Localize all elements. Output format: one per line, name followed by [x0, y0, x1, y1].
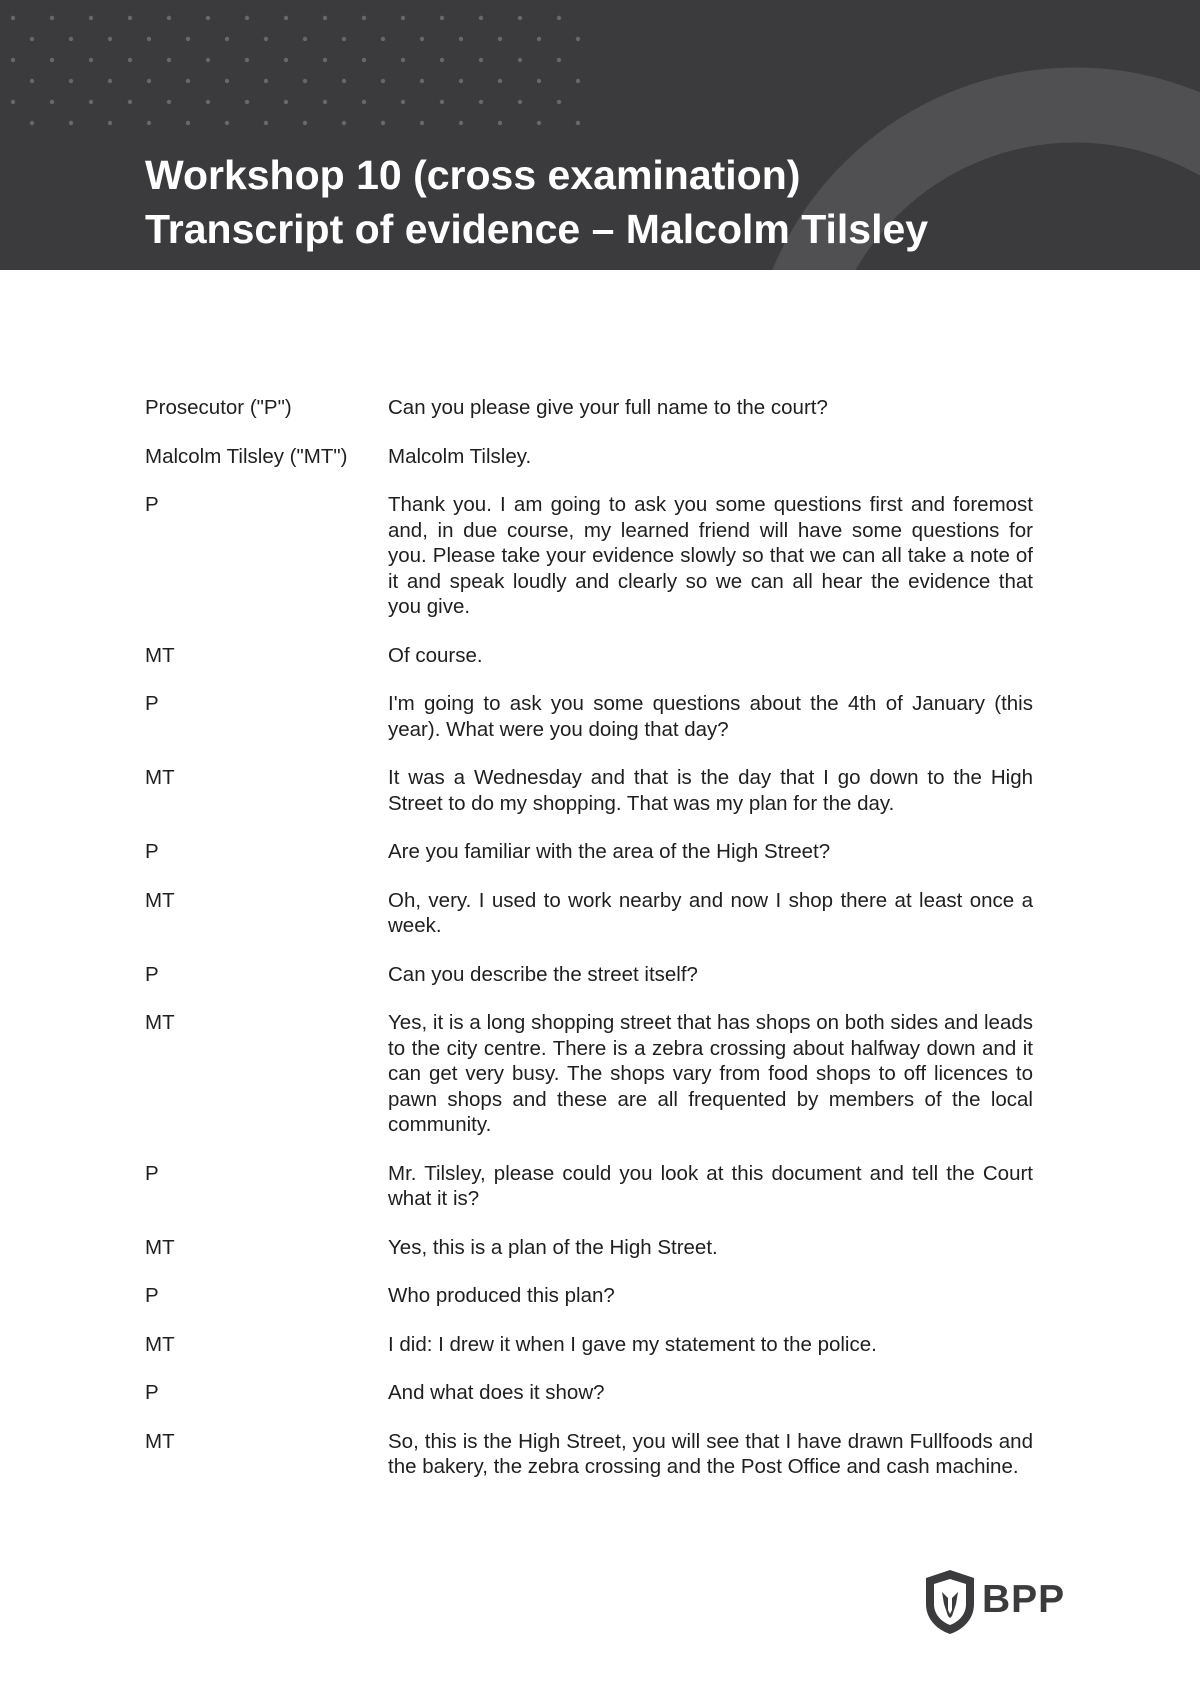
decorative-dot [323, 16, 327, 20]
transcript-row [145, 1429, 1033, 1480]
transcript-row [145, 395, 1033, 421]
decorative-dot [128, 16, 132, 20]
utterance-text: Can you describe the street itself? [388, 962, 698, 986]
decorative-dot [186, 37, 190, 41]
bpp-logo [922, 1568, 1066, 1638]
decorative-dot [362, 16, 366, 20]
decorative-dot [537, 79, 541, 83]
decorative-dot [342, 37, 346, 41]
transcript-row [145, 1161, 1033, 1212]
decorative-dot [108, 79, 112, 83]
decorative-dot [284, 16, 288, 20]
decorative-dot [11, 16, 15, 20]
decorative-dot [303, 121, 307, 125]
decorative-dot [50, 100, 54, 104]
decorative-dot [440, 58, 444, 62]
utterance-text: It was a Wednesday and that is the day that I go down to the High Street to do my shopping. That was my plan for the day. [388, 766, 1033, 815]
decorative-dot [245, 100, 249, 104]
decorative-dot [401, 100, 405, 104]
decorative-dot [576, 79, 580, 83]
decorative-dot [479, 16, 483, 20]
decorative-dot [420, 37, 424, 41]
decorative-dot [89, 100, 93, 104]
utterance-text: Mr. Tilsley, please could you look at this document and tell the Court what it is? [388, 1161, 1033, 1210]
decorative-dot [459, 121, 463, 125]
decorative-dot [518, 16, 522, 20]
decorative-dot [206, 100, 210, 104]
transcript-row [145, 888, 1033, 939]
utterance-text: Malcolm Tilsley. [388, 444, 532, 468]
speaker-label: MT [145, 888, 175, 912]
speaker-label: MT [145, 1011, 175, 1034]
speaker-label: MT [145, 766, 175, 789]
decorative-dot [440, 100, 444, 104]
decorative-dot [479, 58, 483, 62]
decorative-dot [381, 37, 385, 41]
decorative-dot [167, 58, 171, 62]
transcript-row [145, 643, 1033, 669]
decorative-dot [362, 100, 366, 104]
speaker-label: Malcolm Tilsley ("MT") [145, 444, 348, 468]
transcript-row [145, 691, 1033, 742]
decorative-dot [264, 121, 268, 125]
decorative-dot [128, 58, 132, 62]
speaker-label: P [145, 1381, 159, 1404]
decorative-dot [284, 58, 288, 62]
speaker-label: P [145, 692, 159, 715]
decorative-dot [557, 58, 561, 62]
decorative-dot [440, 16, 444, 20]
decorative-dot [147, 79, 151, 83]
decorative-dot [30, 37, 34, 41]
decorative-dot [342, 121, 346, 125]
speaker-label: P [145, 840, 159, 863]
utterance-text: Of course. [388, 643, 483, 667]
decorative-dot [89, 16, 93, 20]
decorative-dot [479, 100, 483, 104]
transcript-row [145, 1380, 1033, 1406]
transcript-row [145, 492, 1033, 620]
decorative-dot [69, 121, 73, 125]
decorative-dot [576, 37, 580, 41]
decorative-dot [89, 58, 93, 62]
decorative-dot [381, 121, 385, 125]
utterance-text: Thank you. I am going to ask you some questions first and foremost and, in due course, my learned friend will have some questions for you. Please take your evidence slowly so that we can all take a note of it and speak loudly and clearly so we can all hear the evidence that you give. [388, 493, 1033, 618]
speaker-label: P [145, 1284, 159, 1307]
utterance-text: Yes, this is a plan of the High Street. [388, 1235, 718, 1259]
decorative-dot [206, 16, 210, 20]
decorative-dot [11, 100, 15, 104]
decorative-dot [108, 121, 112, 125]
decorative-dot [50, 16, 54, 20]
speaker-label: P [145, 962, 159, 986]
decorative-dot [284, 100, 288, 104]
decorative-dot [401, 16, 405, 20]
transcript-row [145, 1332, 1033, 1358]
decorative-dot [401, 58, 405, 62]
decorative-dot [518, 58, 522, 62]
decorative-dot [381, 79, 385, 83]
utterance-text: I'm going to ask you some questions about the 4th of January (this year). What were you doing that day? [388, 692, 1033, 741]
decorative-dot [323, 100, 327, 104]
decorative-dot [167, 16, 171, 20]
transcript-table [145, 395, 1033, 1503]
decorative-dot [264, 79, 268, 83]
utterance-text: I did: I drew it when I gave my statement to the police. [388, 1332, 877, 1356]
speaker-label: P [145, 1161, 159, 1185]
decorative-dot [264, 37, 268, 41]
utterance-text: And what does it show? [388, 1381, 605, 1404]
transcript-row [145, 1283, 1033, 1309]
decorative-dot [245, 58, 249, 62]
decorative-dot [303, 37, 307, 41]
speaker-label: Prosecutor ("P") [145, 396, 292, 419]
utterance-text: Who produced this plan? [388, 1284, 615, 1307]
decorative-dot [69, 79, 73, 83]
decorative-dot [11, 58, 15, 62]
decorative-dot [128, 100, 132, 104]
decorative-dot [225, 79, 229, 83]
title-line-1: Workshop 10 (cross examination) [145, 152, 801, 198]
decorative-dot [557, 16, 561, 20]
utterance-text: Yes, it is a long shopping street that has shops on both sides and leads to the city centre. There is a zebra crossing about halfway down and it can get very busy. The shops vary from food shops to off licences to pawn shops and these are all frequented by members of the local community. [388, 1011, 1033, 1136]
decorative-dot [576, 121, 580, 125]
transcript-row [145, 839, 1033, 865]
speaker-label: MT [145, 643, 175, 667]
lion-shield-icon [922, 1568, 978, 1636]
transcript-row [145, 1235, 1033, 1261]
utterance-text: Oh, very. I used to work nearby and now I shop there at least once a week. [388, 888, 1033, 937]
decorative-dot [362, 58, 366, 62]
decorative-dot [147, 37, 151, 41]
decorative-dot [557, 100, 561, 104]
decorative-dot [303, 79, 307, 83]
decorative-dot [186, 121, 190, 125]
decorative-dot [225, 37, 229, 41]
decorative-dot [420, 121, 424, 125]
decorative-dot [167, 100, 171, 104]
speaker-label: MT [145, 1332, 175, 1356]
decorative-dot [30, 79, 34, 83]
decorative-dot [342, 79, 346, 83]
decorative-dot [108, 37, 112, 41]
page-header [0, 0, 1200, 270]
speaker-label: MT [145, 1429, 175, 1453]
speaker-label: P [145, 493, 159, 516]
decorative-dot [50, 58, 54, 62]
transcript-row [145, 1010, 1033, 1138]
decorative-dot [498, 37, 502, 41]
utterance-text: So, this is the High Street, you will see that I have drawn Fullfoods and the bakery, the zebra crossing and the Post Office and cash machine. [388, 1429, 1033, 1478]
decorative-dot [206, 58, 210, 62]
decorative-dot [420, 79, 424, 83]
utterance-text: Can you please give your full name to the court? [388, 396, 828, 419]
title-line-2: Transcript of evidence – Malcolm Tilsley [145, 206, 929, 252]
decorative-dot [69, 37, 73, 41]
speaker-label: MT [145, 1235, 175, 1259]
decorative-dot [245, 16, 249, 20]
decorative-dot [323, 58, 327, 62]
logo-text: BPP [982, 1578, 1066, 1621]
transcript-row [145, 765, 1033, 816]
decorative-dot [30, 121, 34, 125]
decorative-dot [537, 121, 541, 125]
decorative-dot [459, 37, 463, 41]
decorative-dot [498, 79, 502, 83]
transcript-row [145, 962, 1033, 988]
document-title [145, 148, 928, 256]
decorative-dot [498, 121, 502, 125]
decorative-dot [459, 79, 463, 83]
transcript-row [145, 444, 1033, 470]
utterance-text: Are you familiar with the area of the High Street? [388, 840, 831, 863]
decorative-dot [186, 79, 190, 83]
decorative-dot [537, 37, 541, 41]
decorative-dot [518, 100, 522, 104]
decorative-dot [147, 121, 151, 125]
decorative-dot [225, 121, 229, 125]
